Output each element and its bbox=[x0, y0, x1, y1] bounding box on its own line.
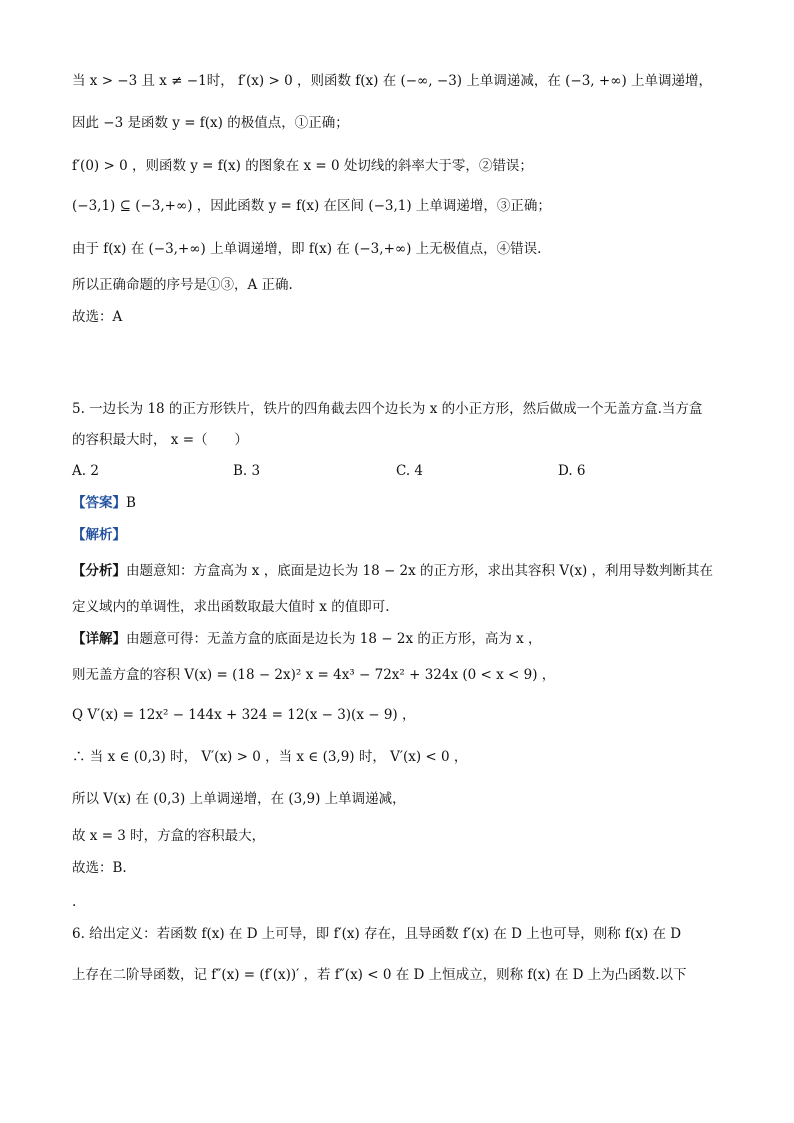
solution-step: ∴ 当 x ∈ (0,3) 时， V′(x) > 0 ，当 x ∈ (3,9) 时， V′(x) < 0 ， bbox=[72, 749, 468, 765]
question-stem: 的容积最大时， x =（ ） bbox=[72, 432, 249, 448]
choice-a: A. 2 bbox=[72, 463, 99, 479]
xiangjie-line bbox=[72, 630, 732, 648]
text-line: 所以正确命题的序号是①③，A 正确. bbox=[72, 277, 293, 293]
answer-tag: 【答案】 bbox=[72, 495, 126, 511]
solution-step: 故 x = 3 时，方盒的容积最大， bbox=[72, 828, 266, 844]
analysis-tag: 【解析】 bbox=[72, 527, 126, 543]
solution-step: 则无盖方盒的容积 V(x) = (18 − 2x)² x = 4x³ − 72x² + 324x (0 < x < 9) ， bbox=[72, 667, 556, 683]
xiangjie-text: 由题意可得：无盖方盒的底面是边长为 18 − 2x 的正方形，高为 x ， bbox=[126, 631, 542, 647]
analysis-heading bbox=[72, 526, 732, 544]
fenxi-line-2: 定义域内的单调性，求出函数取最大值时 x 的值即可. bbox=[72, 599, 390, 615]
choice-b: B. 3 bbox=[233, 463, 261, 479]
text-line: 当 x > −3 且 x ≠ −1时， f′(x) > 0 ，则函数 f(x) 在 (−∞, −3) 上单调递减，在 (−3, +∞) 上单调递增， bbox=[72, 73, 713, 89]
text-line: 故选：A bbox=[72, 309, 123, 325]
fenxi-tag: 【分析】 bbox=[72, 563, 126, 579]
trailing-dot: . bbox=[72, 894, 77, 910]
choice-d: D. 6 bbox=[558, 463, 586, 479]
answer-value: B bbox=[126, 495, 136, 511]
question-stem: 6. 给出定义：若函数 f(x) 在 D 上可导，即 f′(x) 存在，且导函数 f′(x) 在 D 上也可导，则称 f(x) 在 D bbox=[72, 926, 682, 942]
answer-line bbox=[72, 494, 732, 512]
question-stem: 5. 一边长为 18 的正方形铁片，铁片的四角截去四个边长为 x 的小正方形，然后做成一个无盖方盒.当方盒 bbox=[72, 401, 703, 417]
xiangjie-tag: 【详解】 bbox=[72, 631, 126, 647]
solution-step: 故选：B. bbox=[72, 860, 127, 876]
fenxi-text: 由题意知：方盒高为 x ，底面是边长为 18 − 2x 的正方形，求出其容积 V(x) ，利用导数判断其在 bbox=[126, 563, 714, 579]
text-line: (−3,1) ⊆ (−3,+∞) ，因此函数 y = f(x) 在区间 (−3,1) 上单调递增，③正确； bbox=[72, 198, 551, 214]
text-line: 因此 −3 是函数 y = f(x) 的极值点，①正确； bbox=[72, 115, 349, 131]
choice-c: C. 4 bbox=[396, 463, 424, 479]
solution-step: 所以 V(x) 在 (0,3) 上单调递增，在 (3,9) 上单调递减， bbox=[72, 791, 406, 807]
question-stem: 上存在二阶导函数，记 f″(x) = (f′(x))′ ，若 f″(x) < 0 在 D 上恒成立，则称 f(x) 在 D 上为凸函数.以下 bbox=[72, 967, 687, 983]
text-line: 由于 f(x) 在 (−3,+∞) 上单调递增，即 f(x) 在 (−3,+∞) 上无极值点，④错误. bbox=[72, 241, 542, 257]
fenxi-line bbox=[72, 562, 732, 580]
text-line: f′(0) > 0 ，则函数 y = f(x) 的图象在 x = 0 处切线的斜率大于零，②错误； bbox=[72, 158, 533, 174]
solution-step: Q V′(x) = 12x² − 144x + 324 = 12(x − 3)(x − 9) ， bbox=[72, 707, 416, 723]
